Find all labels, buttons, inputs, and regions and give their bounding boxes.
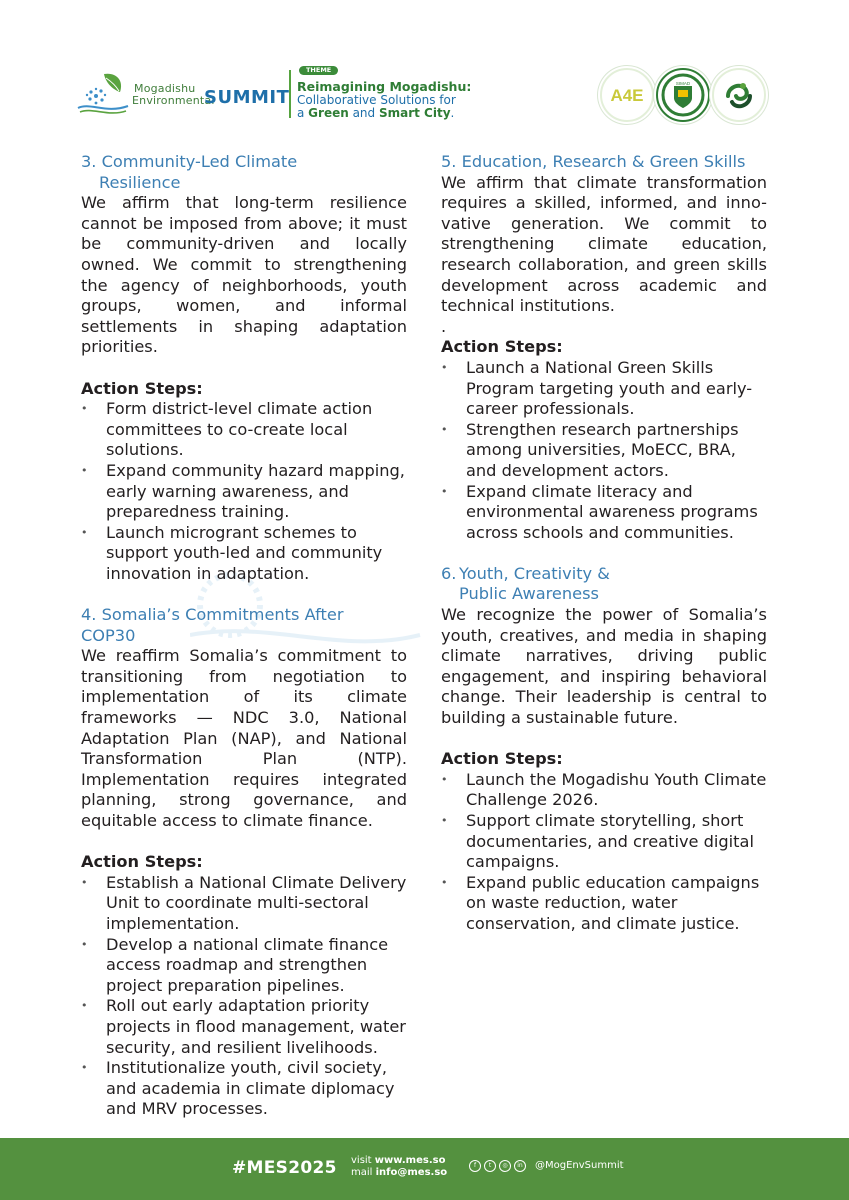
section-4-body: We reaffirm Somalia’s commitment to transitioning from negotiation to implementation of its climate frameworks — NDC 3.0, National Adaptation Plan (NAP), and National Transformation Plan (NTP). Implementation requires integrated planning, strong governance, and equitable access to climate finance. <box>81 646 407 830</box>
list-item <box>81 1058 407 1120</box>
theme-title: Reimagining Mogadishu: <box>297 79 472 94</box>
bullet-icon: • <box>81 463 88 477</box>
section-3-title-line1: 3. Community-Led Climate <box>81 152 298 171</box>
bullet-icon: • <box>81 525 88 539</box>
bullet-icon: • <box>441 875 448 889</box>
bullet-icon: • <box>81 402 88 416</box>
list-item-text: Develop a national climate finance access roadmap and strengthen project preparation pipelines. <box>106 934 389 995</box>
section-3-title-line2: Resilience <box>99 172 181 192</box>
list-item-text: Institutionalize youth, civil society, and academia in climate diplomacy and MRV processes. <box>106 1058 395 1119</box>
bullet-icon: • <box>441 422 448 436</box>
list-item <box>81 461 407 523</box>
list-item <box>441 358 767 420</box>
section-4-title-line1: 4. Somalia’s Commitments After <box>81 605 344 625</box>
theme-text-and: and <box>348 106 379 120</box>
green-swirl-logo-icon <box>710 66 768 124</box>
social-icons <box>469 1160 526 1172</box>
list-item-text: Launch a National Green Skills Program targeting youth and early-career professionals. <box>466 357 753 419</box>
theme-subtitle-line2 <box>297 107 454 120</box>
instagram-icon[interactable]: ◎ <box>499 1160 511 1172</box>
bullet-icon: • <box>441 814 448 827</box>
partner-logo-a4e <box>598 66 656 124</box>
simad-logo-text: SIMAD <box>675 81 691 86</box>
website-link[interactable]: www.mes.so <box>374 1155 446 1166</box>
linkedin-icon[interactable]: in <box>514 1160 526 1172</box>
theme-subtitle-line1: Collaborative Solutions for <box>297 93 456 107</box>
section-6-action-heading: Action Steps: <box>441 749 563 769</box>
list-item-text: Establish a National Climate Delivery Unit to coordinate multi-sectoral implementation. <box>106 872 407 933</box>
section-6-title-line1: Youth, Creativity & <box>459 563 610 583</box>
list-item-text: Form district-level climate action committees to co-create local solutions. <box>106 399 373 460</box>
list-item-text: Expand community hazard mapping, early warning awareness, and preparedness training. <box>106 460 405 522</box>
section-5-title: 5. Education, Research & Green Skills <box>441 152 746 171</box>
section-3-steps <box>81 399 407 584</box>
simad-crest-icon <box>654 66 712 124</box>
bullet-icon: • <box>441 360 448 374</box>
list-item-text: Strengthen research partnerships among universities, MoECC, BRA, and development actors. <box>466 419 739 480</box>
list-item <box>81 935 407 997</box>
theme-text-smart-city: Smart City <box>378 106 451 120</box>
email-link[interactable]: info@mes.so <box>375 1167 448 1178</box>
section-6-title-text <box>459 564 610 605</box>
theme-text-a: a <box>297 106 309 120</box>
list-item-text: Support climate storytelling, short documentaries, and creative digital campaigns. <box>466 811 754 872</box>
bullet-icon: • <box>81 875 88 889</box>
list-item <box>441 482 767 544</box>
footer-mail <box>351 1167 447 1179</box>
bullet-icon: • <box>81 1061 88 1075</box>
page-header <box>0 0 849 150</box>
list-item <box>441 873 767 935</box>
section-6-number: 6. <box>441 563 457 583</box>
list-item <box>81 399 407 461</box>
list-item <box>81 523 407 585</box>
section-6-body: We recognize the power of Somalia’s youth, creatives, and media in shaping climate narratives, driving public engagement, and inspiring behavioral change. Their leadership is central to building a sustainable future. <box>441 605 767 728</box>
header-divider <box>289 70 291 118</box>
section-4-title-line2: COP30 <box>81 625 136 645</box>
section-6-title-line2: Public Awareness <box>459 584 599 604</box>
theme-text-green: Green <box>308 106 349 120</box>
section-4-steps <box>81 873 407 1120</box>
section-5-action-heading: Action Steps: <box>441 337 563 357</box>
social-handle: @MogEnvSummit <box>535 1160 624 1171</box>
list-item <box>441 811 767 873</box>
list-item-text: Launch microgrant schemes to support youth-led and community innovation in adaptation. <box>106 522 383 583</box>
list-item <box>81 996 407 1058</box>
section-5-steps <box>441 358 767 543</box>
logo-text-environmental: Environmental <box>132 94 215 107</box>
list-item <box>441 420 767 482</box>
footer-hashtag: #MES2025 <box>232 1158 337 1178</box>
section-4-action-heading: Action Steps: <box>81 852 203 872</box>
bullet-icon: • <box>81 999 88 1013</box>
leaf-globe-logo-icon <box>76 70 130 116</box>
a4e-logo-text: A4E <box>610 86 644 105</box>
section-6-title <box>441 564 767 605</box>
theme-badge: THEME <box>299 66 338 75</box>
logo-text-mogadishu: Mogadishu <box>134 82 196 95</box>
section-6-steps <box>441 770 767 935</box>
partner-logo-simad <box>654 66 712 124</box>
bullet-icon: • <box>81 937 88 951</box>
summit-logo <box>76 70 290 116</box>
page-footer <box>0 1138 849 1200</box>
logo-text-summit: SUMMIT <box>204 87 290 108</box>
section-3-body: We affirm that long-term resilience cannot be imposed from above; it must be community-driven and locally owned. We commit to strengthening the agency of neighborhoods, youth groups, women, and informal settlements in shaping adaptation priorities. <box>81 193 407 357</box>
list-item <box>81 873 407 935</box>
footer-contact <box>351 1155 447 1179</box>
visit-label: visit <box>351 1155 375 1166</box>
theme-text-period: . <box>450 106 455 120</box>
section-5-stray-dot: . <box>441 316 447 336</box>
list-item-text: Roll out early adaptation priority projects in flood management, water security, and resilient livelihoods. <box>106 996 406 1057</box>
partner-logo-swirl <box>710 66 768 124</box>
bullet-icon: • <box>441 772 448 786</box>
section-5-body: We affirm that climate transformation requires a skilled, informed, and inno-vative generation. We commit to strengthening climate education, research collaboration, and green skills development across academic and technical institutions. <box>441 172 767 316</box>
list-item-text: Launch the Mogadishu Youth Climate Challenge 2026. <box>466 769 767 810</box>
mail-label: mail <box>351 1167 376 1178</box>
list-item-text: Expand climate literacy and environmental awareness programs across schools and communities. <box>466 481 758 542</box>
list-item <box>441 770 767 811</box>
bullet-icon: • <box>441 484 448 498</box>
section-3-action-heading: Action Steps: <box>81 378 203 398</box>
left-column <box>81 152 407 1120</box>
twitter-icon[interactable]: t <box>484 1160 496 1172</box>
facebook-icon[interactable]: f <box>469 1160 481 1172</box>
right-column <box>441 152 767 935</box>
a4e-logo-icon <box>598 66 656 124</box>
list-item-text: Expand public education campaigns on waste reduction, water conservation, and climate justice. <box>466 872 760 933</box>
footer-visit <box>351 1155 447 1167</box>
